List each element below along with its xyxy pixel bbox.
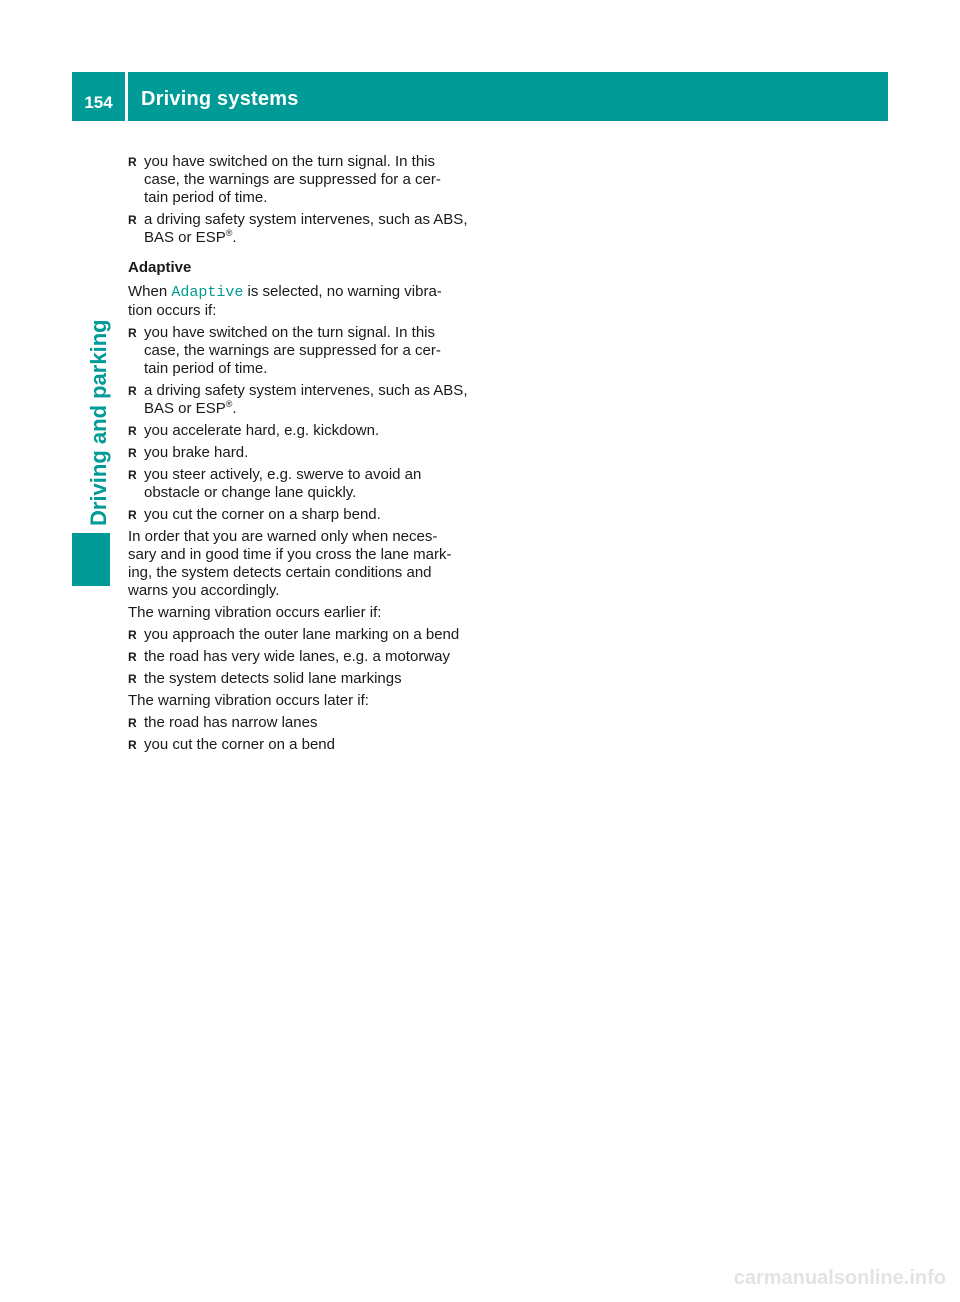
list-item: [128, 444, 468, 462]
header-divider: [125, 72, 128, 121]
list-item: [128, 422, 468, 440]
bullet-mark: R: [128, 468, 137, 482]
period: .: [232, 400, 237, 417]
list-item-text: you cut the corner on a sharp bend.: [144, 506, 381, 523]
bullet-mark: R: [128, 424, 137, 438]
list-item-text: the road has narrow lanes: [144, 714, 318, 731]
list-item-text: a driving safety system intervenes, such as ABS, BAS or ESP: [144, 211, 468, 246]
list-item-text: a driving safety system intervenes, such as ABS, BAS or ESP: [144, 382, 468, 417]
bullet-mark: R: [128, 650, 137, 664]
section-title: Driving systems: [141, 88, 299, 110]
list-item: [128, 153, 468, 207]
bullet-mark: R: [128, 508, 137, 522]
earlier-intro: The warning vibration occurs earlier if:: [128, 604, 382, 621]
adaptive-mode-name: Adaptive: [171, 284, 244, 301]
list-item: [128, 714, 468, 732]
list-item: [128, 736, 468, 754]
bullet-mark: R: [128, 672, 137, 686]
watermark: carmanualsonline.info: [733, 1267, 946, 1289]
list-item: [128, 382, 468, 418]
bullet-mark: R: [128, 213, 137, 227]
bullet-mark: R: [128, 628, 137, 642]
main-content: [128, 153, 468, 758]
list-item-text: you approach the outer lane marking on a bend: [144, 626, 460, 643]
list-item-text: you have switched on the turn signal. In this case, the warnings are suppressed for a cer- tain period of time.: [144, 324, 441, 377]
bullet-mark: R: [128, 446, 137, 460]
list-item: [128, 648, 468, 666]
bullet-mark: R: [128, 738, 137, 752]
registered-mark: ®: [225, 399, 233, 409]
list-item: [128, 626, 468, 644]
list-item-text: the road has very wide lanes, e.g. a motorway: [144, 648, 450, 665]
page-number: 154: [84, 93, 113, 112]
bullet-mark: R: [128, 384, 137, 398]
bullet-mark: R: [128, 716, 137, 730]
adaptive-intro: [128, 283, 468, 320]
list-item-text: the system detects solid lane markings: [144, 670, 402, 687]
list-item: [128, 670, 468, 688]
list-item-text: you brake hard.: [144, 444, 249, 461]
chapter-side-block: [72, 533, 110, 586]
list-item: [128, 324, 468, 378]
when-suffix: is selected, no warning vibra- tion occurs if:: [128, 283, 442, 319]
order-paragraph: In order that you are warned only when neces- sary and in good time if you cross the lane mark- ing, the system detects certain conditions and warns you accordingly.: [128, 528, 452, 599]
list-item: [128, 506, 468, 524]
period: .: [232, 229, 237, 246]
list-item: [128, 211, 468, 247]
registered-mark: ®: [225, 228, 233, 238]
chapter-side-label: Driving and parking: [86, 319, 111, 526]
list-item-text: you have switched on the turn signal. In this case, the warnings are suppressed for a cer- tain period of time.: [144, 153, 441, 206]
list-item: [128, 466, 468, 502]
adaptive-heading: Adaptive: [128, 259, 192, 276]
list-item-text: you cut the corner on a bend: [144, 736, 335, 753]
bullet-mark: R: [128, 326, 137, 340]
list-item-text: you accelerate hard, e.g. kickdown.: [144, 422, 380, 439]
list-item-text: you steer actively, e.g. swerve to avoid an obstacle or change lane quickly.: [144, 466, 422, 501]
bullet-mark: R: [128, 155, 137, 169]
later-intro: The warning vibration occurs later if:: [128, 692, 369, 709]
when-prefix: When: [128, 283, 168, 300]
